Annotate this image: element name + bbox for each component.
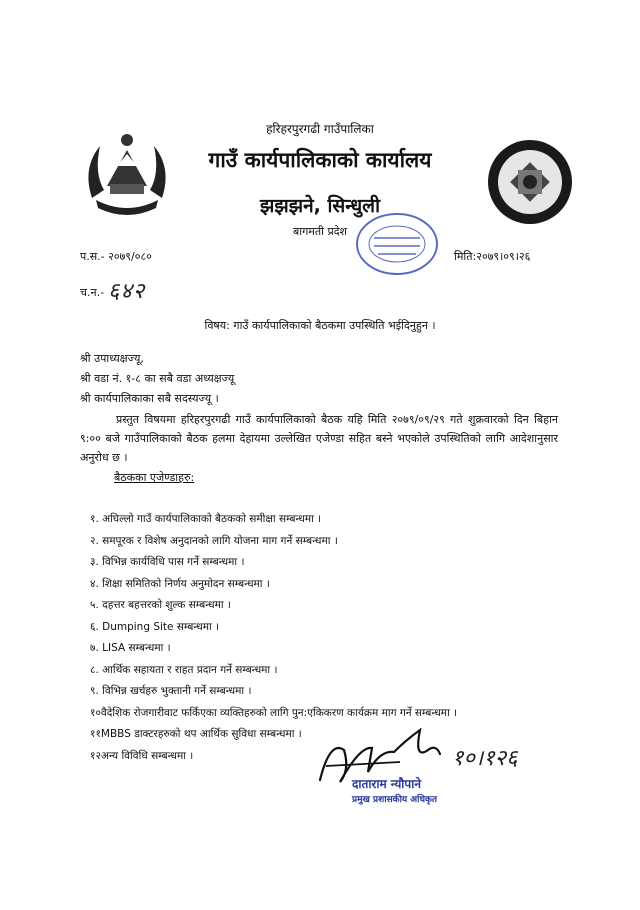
agenda-item: २. समपूरक र विशेष अनुदानको लागि योजना माग गर्ने सम्बन्धमा ।: [90, 534, 338, 547]
recipients-block: [80, 349, 234, 409]
recipient-line: श्री वडा नं. १-८ का सबै वडा अध्यक्षज्यू: [80, 372, 235, 385]
agenda-item: ४. शिक्षा समितिको निर्णय अनुमोदन सम्बन्धमा ।: [90, 577, 270, 590]
recipient-line: श्री कार्यपालिकाका सबै सदस्यज्यू ।: [80, 392, 219, 405]
office-location: झझझने, सिन्धुली: [260, 195, 380, 217]
agenda-item: ८. आर्थिक सहायता र राहत प्रदान गर्ने सम्बन्धमा ।: [90, 663, 278, 676]
letter-subject: विषय: गाउँ कार्यपालिकाको बैठकमा उपस्थिति भईदिनुहुन ।: [204, 319, 436, 332]
stamp-name: दाताराम न्यौपाने: [352, 777, 421, 791]
office-stamp: [352, 208, 442, 280]
official-name-stamp: [352, 775, 472, 815]
signature-date-handwritten: १०।१२६: [452, 746, 518, 771]
agenda-item: १२अन्य विविधि सम्बन्धमा ।: [90, 749, 194, 762]
recipient-line: श्री उपाध्यक्षज्यू,: [80, 352, 144, 365]
agenda-item: ५. दहत्तर बहत्तरको शुल्क सम्बन्धमा ।: [90, 599, 231, 611]
letter-date: मिति:२०७९।०९।२६: [454, 250, 531, 263]
dispatch-number-handwritten: ६४२: [108, 279, 146, 304]
agenda-item: ९. विभिन्न खर्चहरु भुक्तानी गर्ने सम्बन्धमा ।: [90, 685, 252, 697]
dispatch-number-label: च.न.-: [80, 286, 105, 299]
agenda-title: बैठकका एजेण्डाहरु:: [114, 471, 195, 484]
agenda-item: ११MBBS डाक्टरहरुको थप आर्थिक सुविधा सम्बन्धमा ।: [90, 728, 302, 740]
rural-municipality-name: हरिहरपुरगढी गाउँपालिका: [266, 122, 374, 136]
agenda-item: ३. विभिन्न कार्यविधि पास गर्ने सम्बन्धमा ।: [90, 556, 245, 568]
agenda-item: १. अघिल्लो गाउँ कार्यपालिकाको बैठकको समीक्षा सम्बन्धमा ।: [90, 513, 322, 525]
office-title: गाउँ कार्यपालिकाको कार्यालय: [208, 148, 432, 172]
agenda-item: ७. LISA सम्बन्धमा ।: [90, 642, 171, 654]
letter-body: प्रस्तुत विषयमा हरिहरपुरगढी गाउँ कार्यपालिकाको बैठक यहि मिति २०७९/०९/२९ गते शुक्रवारको दिन बिहान ९:०० बजे गाउँपालिकाको बैठक हलमा देहायमा उल्लेखित एजेण्डा सहित बस्ने भएकोले उपस्थितिको लागि आदेशानुसार अनुरोध छ ।: [80, 413, 558, 464]
agenda-item: १०वैदेशिक रोजगारीवाट फर्किएका व्यक्तिहरुको लागि पुन:एकिकरण कार्यक्रम माग गर्ने सम्बन्धमा ।: [90, 706, 458, 719]
letter-ref-number: प.स.- २०७९/०८०: [80, 250, 152, 263]
stamp-designation: प्रमुख प्रशासकीय अधिकृत: [352, 795, 438, 805]
province-name: बागमती प्रदेश: [292, 225, 348, 238]
agenda-item: ६. Dumping Site सम्बन्धमा ।: [90, 620, 220, 633]
